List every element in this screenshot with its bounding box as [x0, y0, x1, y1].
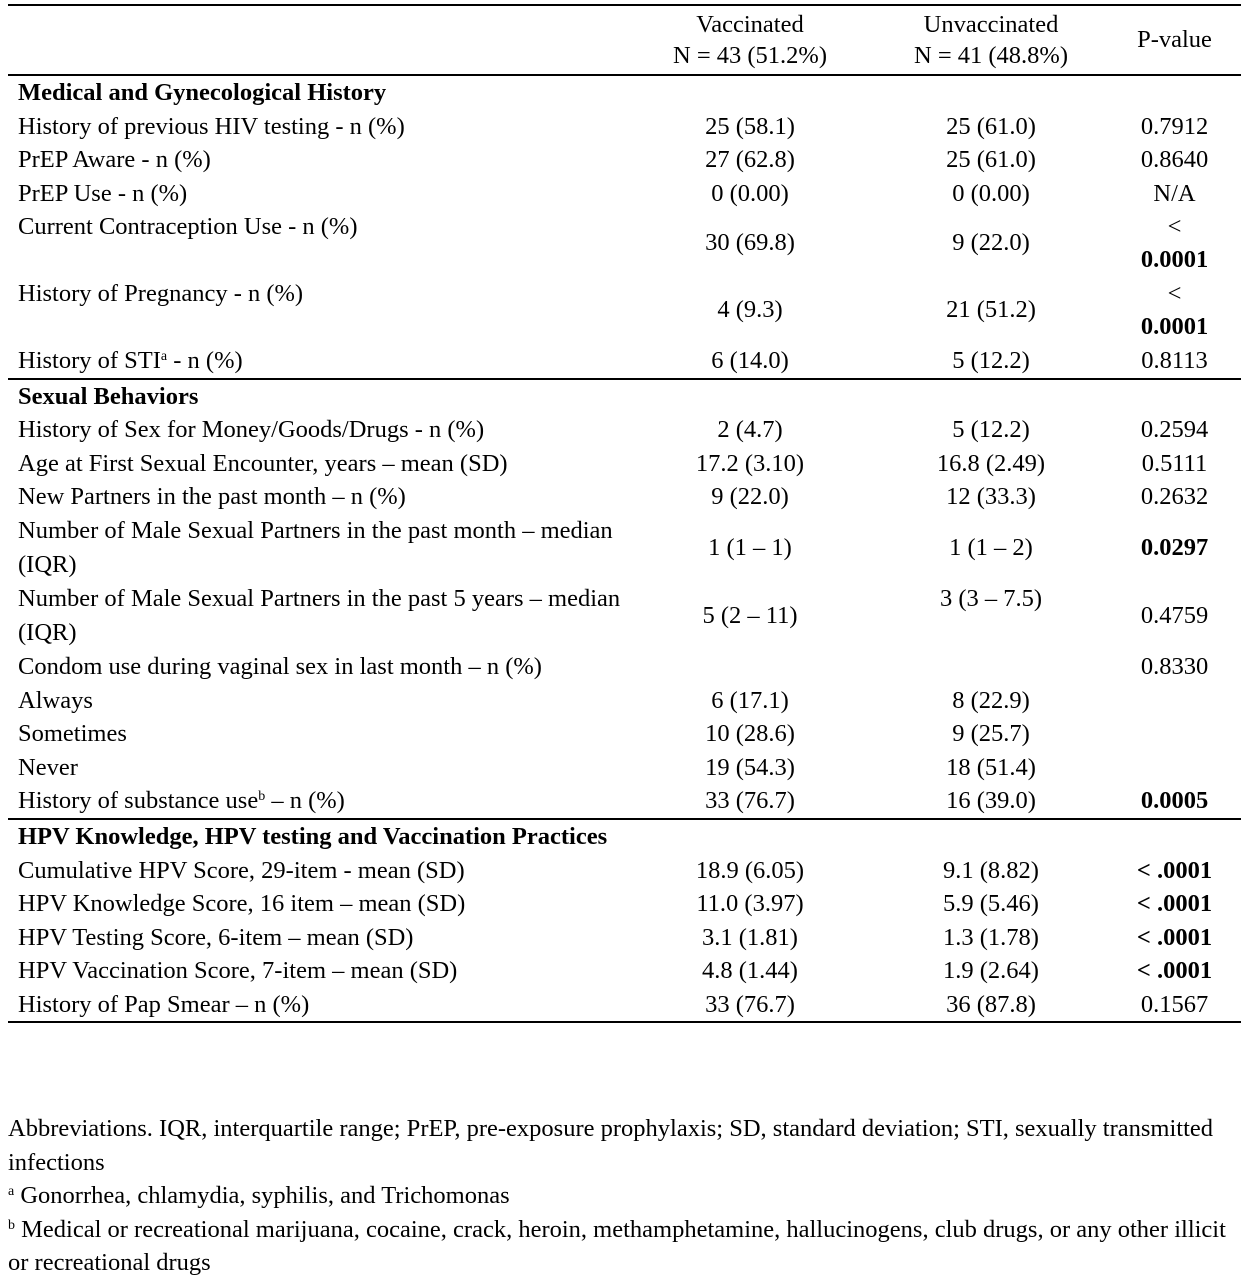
- header-pvalue: P-value: [1137, 26, 1212, 54]
- table-row: [8, 988, 1241, 1023]
- cell-unvaccinated: 36 (87.8): [874, 988, 1108, 1023]
- row-label: PrEP Use - n (%): [18, 179, 188, 207]
- cell-unvaccinated: 12 (33.3): [946, 483, 1036, 510]
- cell-pvalue: [1108, 684, 1241, 718]
- cell-pvalue: 0.7912: [1140, 112, 1209, 140]
- cell-pvalue: 0.8113: [1141, 347, 1208, 374]
- cell-vaccinated: 6 (14.0): [711, 347, 789, 374]
- cell-pvalue: 0.1567: [1108, 988, 1241, 1023]
- section-title-sexual: Sexual Behaviors: [8, 379, 1241, 414]
- cell-pvalue: [1108, 277, 1241, 344]
- row-label: History of Pap Smear – n (%): [8, 988, 626, 1023]
- table-row: [8, 717, 1241, 751]
- cell-unvaccinated: 8 (22.9): [952, 686, 1030, 714]
- row-label-text: History of STI: [18, 347, 161, 374]
- section-heading-row: [8, 75, 1241, 110]
- cell-vaccinated: 4 (9.3): [717, 296, 783, 324]
- row-label: [8, 784, 626, 819]
- header-label-column: [8, 5, 626, 75]
- cell-unvaccinated: 1.9 (2.64): [943, 957, 1039, 984]
- row-label: Number of Male Sexual Partners in the past 5 years – median (IQR): [18, 584, 621, 646]
- footnote-b-marker: b: [8, 1217, 15, 1233]
- header-unvaccinated-title: Unvaccinated: [923, 11, 1059, 38]
- cell-vaccinated: 1 (1 – 1): [708, 533, 792, 561]
- cell-vaccinated: 33 (76.7): [705, 787, 795, 814]
- cell-pvalue-significant: < .0001: [1136, 957, 1213, 984]
- header-vaccinated-n: N = 43 (51.2%): [673, 42, 827, 69]
- cell-pvalue: N/A: [1153, 179, 1196, 207]
- table-row: [8, 344, 1241, 379]
- table-row: [8, 514, 1241, 582]
- cell-unvaccinated: 5.9 (5.46): [943, 890, 1039, 917]
- table-row: [8, 887, 1241, 921]
- cell-vaccinated: 25 (58.1): [705, 112, 795, 140]
- cell-pvalue-significant: < .0001: [1136, 923, 1213, 951]
- cell-vaccinated: 30 (69.8): [705, 229, 795, 257]
- row-label: PrEP Aware - n (%): [18, 146, 211, 173]
- table-row: [8, 177, 1241, 211]
- cell-vaccinated: 10 (28.6): [705, 720, 795, 747]
- row-label: New Partners in the past month – n (%): [18, 483, 406, 510]
- footnote-a-marker: a: [8, 1184, 15, 1199]
- footnote-abbreviations: Abbreviations. IQR, interquartile range; PrEP, pre-exposure prophylaxis; SD, standard deviation; STI, sexually transmitted infections: [8, 1115, 1214, 1176]
- table-row: [8, 954, 1241, 988]
- table-row: [8, 110, 1241, 144]
- cell-pvalue: 0.2594: [1140, 416, 1209, 443]
- footnote-marker: b: [258, 789, 266, 804]
- cell-unvaccinated: 1 (1 – 2): [949, 533, 1033, 561]
- cell-vaccinated: 19 (54.3): [705, 753, 795, 781]
- row-label: Current Contraception Use - n (%): [18, 213, 358, 240]
- table-row: [8, 210, 1241, 277]
- cell-unvaccinated: 9.1 (8.82): [943, 856, 1039, 884]
- table-row: [8, 143, 1241, 177]
- table-row: [8, 277, 1241, 344]
- row-label: History of Sex for Money/Goods/Drugs - n (%): [18, 416, 485, 443]
- pvalue-significant: 0.0001: [1140, 313, 1209, 340]
- table-row: [8, 684, 1241, 718]
- cell-vaccinated: 2 (4.7): [717, 416, 783, 443]
- header-vaccinated: [626, 5, 874, 75]
- cell-vaccinated: 0 (0.00): [711, 179, 789, 207]
- cell-vaccinated: 18.9 (6.05): [695, 856, 805, 884]
- footnote-a: [8, 1179, 1238, 1213]
- section-heading-spacer: [626, 819, 1241, 854]
- cell-unvaccinated: 3 (3 – 7.5): [939, 584, 1043, 612]
- row-label: History of previous HIV testing - n (%): [18, 112, 405, 140]
- section-title-medical: Medical and Gynecological History: [18, 79, 387, 106]
- row-label: Condom use during vaginal sex in last month – n (%): [18, 652, 542, 680]
- row-label: History of Pregnancy - n (%): [18, 280, 304, 307]
- cell-vaccinated: 9 (22.0): [711, 483, 789, 510]
- cell-pvalue: [1108, 717, 1241, 751]
- table-row: [8, 784, 1241, 819]
- cell-vaccinated: 3.1 (1.81): [702, 923, 798, 951]
- row-label: [8, 344, 626, 379]
- footnote-b: [8, 1213, 1238, 1280]
- cell-vaccinated: 6 (17.1): [711, 686, 789, 714]
- header-unvaccinated-n: N = 41 (48.8%): [914, 42, 1068, 69]
- row-label: Never: [18, 753, 78, 781]
- row-label-text: History of substance use: [18, 787, 259, 814]
- cell-unvaccinated: 21 (51.2): [946, 296, 1036, 324]
- table-header: [8, 5, 1241, 75]
- pvalue-significant: 0.0001: [1140, 246, 1209, 273]
- footnote-a-text: Gonorrhea, chlamydia, syphilis, and Trichomonas: [20, 1182, 510, 1209]
- cell-vaccinated: 4.8 (1.44): [702, 957, 798, 984]
- results-table: [8, 4, 1241, 1023]
- section-heading-row: [8, 819, 1241, 854]
- cell-unvaccinated: 1.3 (1.78): [943, 923, 1039, 951]
- cell-pvalue-significant: < .0001: [1136, 856, 1213, 884]
- cell-unvaccinated: 9 (22.0): [952, 229, 1030, 257]
- cell-unvaccinated: 9 (25.7): [952, 720, 1030, 747]
- footnotes: [8, 1112, 1238, 1280]
- table-row: [8, 650, 1241, 684]
- cell-unvaccinated: 18 (51.4): [946, 753, 1036, 781]
- cell-pvalue: 0.8330: [1140, 652, 1209, 680]
- cell-vaccinated: 17.2 (3.10): [695, 449, 805, 477]
- header-unvaccinated: [874, 5, 1108, 75]
- section-heading-row: [8, 379, 1241, 414]
- row-label: Age at First Sexual Encounter, years – mean (SD): [18, 449, 508, 477]
- table-row: [8, 751, 1241, 785]
- row-label: Always: [18, 686, 93, 714]
- cell-vaccinated: 5 (2 – 11): [702, 601, 798, 629]
- cell-unvaccinated: [874, 650, 1108, 684]
- cell-unvaccinated: 25 (61.0): [946, 146, 1036, 173]
- row-label: HPV Testing Score, 6-item – mean (SD): [18, 923, 414, 951]
- cell-vaccinated: 11.0 (3.97): [696, 890, 804, 917]
- row-label: Cumulative HPV Score, 29-item - mean (SD): [18, 856, 465, 884]
- table-row: [8, 582, 1241, 650]
- cell-pvalue-significant: 0.0297: [1140, 533, 1209, 561]
- row-label: HPV Knowledge Score, 16 item – mean (SD): [18, 890, 466, 917]
- row-label-suffix: – n (%): [265, 787, 345, 814]
- cell-unvaccinated: 5 (12.2): [952, 347, 1030, 374]
- cell-pvalue-significant: < .0001: [1136, 890, 1213, 917]
- table-body: [8, 75, 1241, 1022]
- cell-pvalue: 0.5111: [1141, 449, 1208, 477]
- cell-pvalue: 0.2632: [1140, 483, 1209, 510]
- row-label-suffix: - n (%): [167, 347, 243, 374]
- row-label: Number of Male Sexual Partners in the past month – median (IQR): [18, 516, 613, 578]
- cell-pvalue: 0.8640: [1140, 146, 1209, 173]
- cell-pvalue: [1108, 751, 1241, 785]
- row-label: HPV Vaccination Score, 7-item – mean (SD): [18, 957, 458, 984]
- footnote-marker: a: [160, 349, 168, 364]
- table-row: [8, 854, 1241, 888]
- footnote-b-text: Medical or recreational marijuana, cocaine, crack, heroin, methamphetamine, hallucinogens, club drugs, or any other illicit or recreational drugs: [8, 1215, 1226, 1276]
- cell-unvaccinated: 0 (0.00): [952, 179, 1030, 207]
- table-row: [8, 921, 1241, 955]
- pvalue-prefix: <: [1167, 213, 1182, 240]
- cell-vaccinated: 33 (76.7): [626, 988, 874, 1023]
- cell-pvalue: [1108, 210, 1241, 277]
- table-row: [8, 480, 1241, 514]
- pvalue-prefix: <: [1167, 280, 1182, 307]
- cell-vaccinated: [626, 650, 874, 684]
- cell-unvaccinated: 5 (12.2): [952, 416, 1030, 443]
- cell-unvaccinated: 16 (39.0): [946, 787, 1036, 814]
- cell-unvaccinated: 16.8 (2.49): [936, 449, 1046, 477]
- row-label: Sometimes: [18, 720, 127, 747]
- cell-vaccinated: 27 (62.8): [705, 146, 795, 173]
- header-vaccinated-title: Vaccinated: [696, 11, 804, 38]
- cell-pvalue-significant: 0.0005: [1140, 787, 1209, 814]
- table-row: [8, 413, 1241, 447]
- cell-unvaccinated: 25 (61.0): [946, 112, 1036, 140]
- cell-pvalue: 0.4759: [1140, 601, 1209, 629]
- section-title-hpv: HPV Knowledge, HPV testing and Vaccination Practices: [8, 819, 626, 854]
- table-row: [8, 447, 1241, 481]
